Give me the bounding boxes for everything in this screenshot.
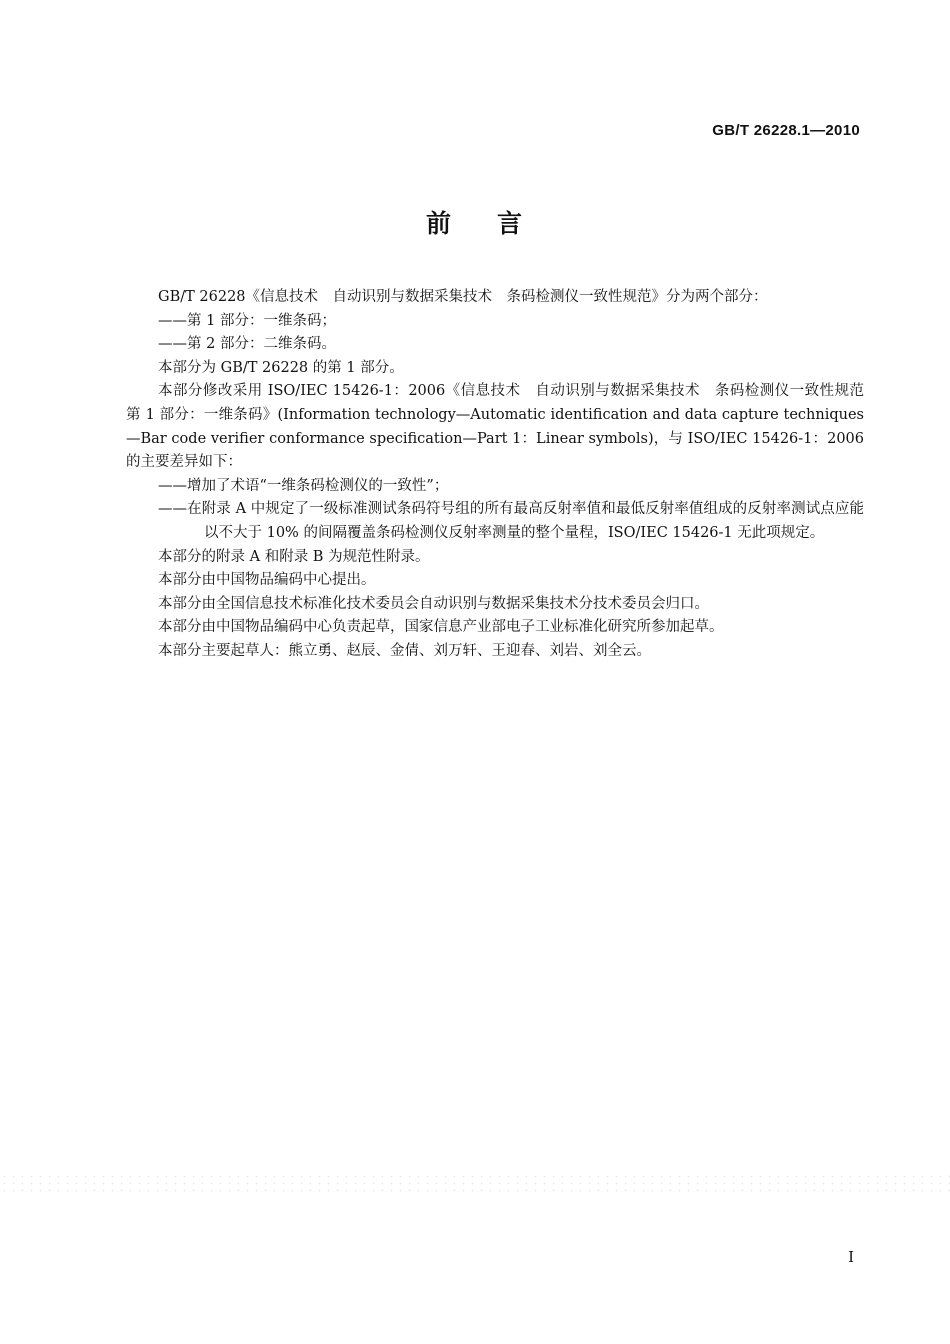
list-item-part-2: ——第 2 部分：二维条码。 bbox=[158, 336, 336, 353]
paragraph-annexes: 本部分的附录 A 和附录 B 为规范性附录。 bbox=[158, 548, 430, 565]
standard-number: GB/T 26228.1—2010 bbox=[712, 122, 860, 139]
paragraph-drafted-by: 本部分由中国物品编码中心负责起草，国家信息产业部电子工业标准化研究所参加起草。 bbox=[158, 619, 724, 636]
paragraph-proposed-by: 本部分由中国物品编码中心提出。 bbox=[158, 572, 376, 589]
paragraph-series-parts: GB/T 26228《信息技术 自动识别与数据采集技术 条码检测仪一致性规范》分为两个部分： bbox=[158, 289, 768, 305]
list-item-difference-2: ——在附录 A 中规定了一级标准测试条码符号组的所有最高反射率值和最低反射率值组成的反射率测试点应能以不大于 10% 的间隔覆盖条码检测仪反射率测量的整个量程，ISO/IEC 15426-1 无此项规定。 bbox=[158, 501, 864, 541]
paragraph-drafters: 本部分主要起草人：熊立勇、赵辰、金倩、刘万轩、王迎春、刘岩、刘全云。 bbox=[158, 642, 651, 659]
title-char-1: 前 bbox=[425, 209, 453, 238]
list-item-difference-1: ——增加了术语“一维条码检测仪的一致性”； bbox=[158, 477, 449, 494]
list-item-part-1: ——第 1 部分：一维条码； bbox=[158, 312, 336, 329]
scan-noise-strip bbox=[0, 1173, 950, 1193]
foreword-body bbox=[126, 286, 879, 664]
page-number: I bbox=[848, 1248, 854, 1266]
page-title bbox=[0, 204, 950, 240]
title-char-2: 言 bbox=[497, 209, 525, 238]
paragraph-adoption: 本部分修改采用 ISO/IEC 15426-1：2006《信息技术 自动识别与数据采集技术 条码检测仪一致性规范 第 1 部分：一维条码》(Information technology—Automatic identification and data capture techniques—Bar code verifier conformance specification—Part 1：Linear symbols)，与 ISO/IEC 15426-1：2006 的主要差异如下： bbox=[126, 383, 879, 471]
paragraph-centralized-by: 本部分由全国信息技术标准化技术委员会自动识别与数据采集技术分技术委员会归口。 bbox=[158, 595, 709, 612]
paragraph-this-part: 本部分为 GB/T 26228 的第 1 部分。 bbox=[158, 359, 404, 376]
